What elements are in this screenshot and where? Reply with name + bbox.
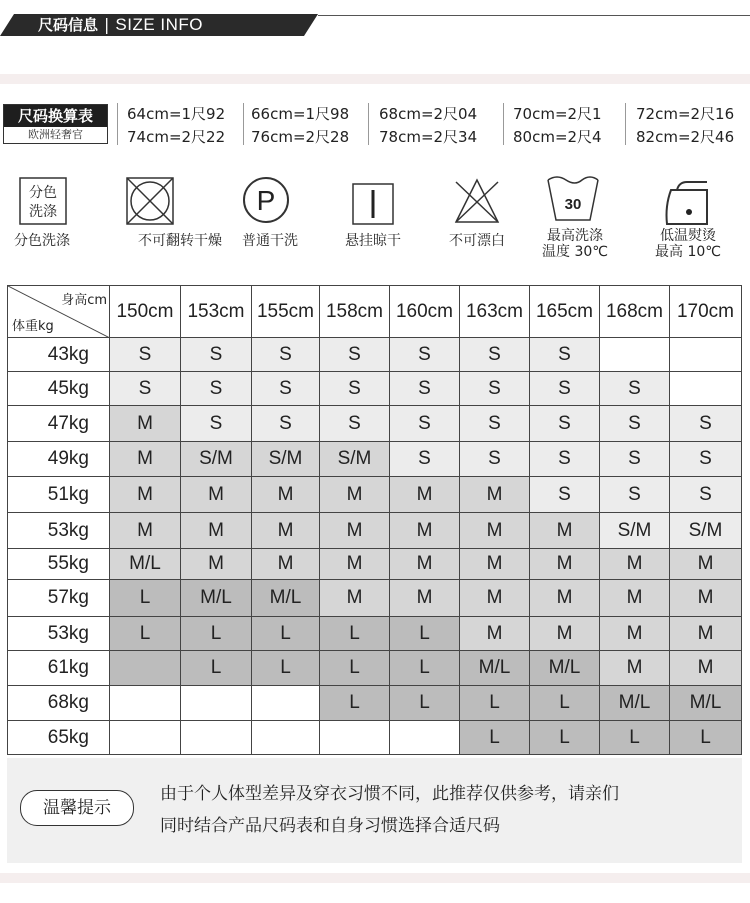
conversion-subtitle: 欧洲轻奢官 — [28, 128, 83, 141]
conversion-separator — [503, 103, 504, 145]
size-cell: M — [110, 442, 181, 477]
size-cell: S — [670, 477, 742, 513]
size-cell: S — [320, 338, 390, 372]
weight-label: 53kg — [8, 617, 110, 651]
table-header-row — [8, 286, 742, 338]
size-cell: M — [252, 477, 320, 513]
size-cell: S — [600, 477, 670, 513]
weight-label: 43kg — [8, 338, 110, 372]
care-label-line1: 最高洗涤 — [547, 228, 603, 244]
care-item — [520, 170, 630, 265]
size-cell: M — [600, 580, 670, 617]
size-cell: M — [320, 477, 390, 513]
header-separator: | — [104, 15, 110, 34]
size-cell: M — [390, 477, 460, 513]
table-row — [8, 406, 742, 442]
size-cell: M — [320, 549, 390, 580]
size-cell: S — [670, 442, 742, 477]
table-row — [8, 513, 742, 549]
conversion-separator — [243, 103, 244, 145]
conversion-separator — [368, 103, 369, 145]
conversion-separator — [625, 103, 626, 145]
conversion-cell: 74cm=2尺22 — [127, 128, 226, 146]
tip-line-1: 由于个人体型差异及穿衣习惯不同，此推荐仅供参考，请亲们 — [160, 784, 619, 804]
tip-line-2: 同时结合产品尺码表和自身习惯选择合适尺码 — [160, 816, 500, 836]
iron-low-icon — [635, 170, 745, 230]
care-label-line2: 最高 10℃ — [655, 244, 721, 260]
size-cell: S — [110, 372, 181, 406]
conversion-cell: 70cm=2尺1 — [513, 105, 602, 123]
size-cell: M/L — [181, 580, 252, 617]
conversion-title: 尺码换算表 — [4, 105, 107, 127]
size-cell: S — [390, 406, 460, 442]
size-cell: M — [600, 549, 670, 580]
size-cell: M — [530, 549, 600, 580]
care-item — [230, 170, 340, 265]
care-item — [0, 170, 110, 265]
header-title-cn: 尺码信息 — [38, 16, 99, 34]
size-recommendation-table — [7, 285, 742, 755]
size-cell — [181, 721, 252, 755]
weight-label: 47kg — [8, 406, 110, 442]
size-cell: L — [390, 686, 460, 721]
size-cell — [670, 372, 742, 406]
table-row — [8, 686, 742, 721]
size-cell: S — [181, 372, 252, 406]
svg-text:洗涤: 洗涤 — [29, 204, 57, 220]
size-cell: M — [390, 580, 460, 617]
size-cell: S — [670, 406, 742, 442]
size-cell: S/M — [252, 442, 320, 477]
size-cell: M — [390, 549, 460, 580]
size-cell: L — [181, 617, 252, 651]
size-cell — [252, 721, 320, 755]
size-cell: S — [460, 338, 530, 372]
size-cell: M — [110, 513, 181, 549]
size-cell — [110, 686, 181, 721]
size-cell: L — [460, 686, 530, 721]
size-cell: S — [460, 406, 530, 442]
size-cell: L — [110, 580, 181, 617]
size-cell: M — [110, 477, 181, 513]
size-cell: S/M — [181, 442, 252, 477]
size-cell: S — [390, 338, 460, 372]
size-cell: M/L — [460, 651, 530, 686]
size-cell — [181, 686, 252, 721]
table-row — [8, 442, 742, 477]
wash-30-icon — [520, 170, 630, 230]
conversion-cell: 64cm=1尺92 — [127, 105, 226, 123]
weight-label: 53kg — [8, 513, 110, 549]
height-header: 170cm — [670, 286, 742, 338]
size-cell: S — [390, 442, 460, 477]
size-cell: S — [181, 406, 252, 442]
size-cell: M — [320, 580, 390, 617]
weight-axis-label: 体重kg — [12, 319, 54, 334]
weight-label: 55kg — [8, 549, 110, 580]
size-cell: S — [600, 406, 670, 442]
size-cell: S — [390, 372, 460, 406]
dry-clean-p-icon — [230, 170, 340, 230]
weight-label: 68kg — [8, 686, 110, 721]
svg-text:分色: 分色 — [29, 185, 57, 201]
care-item — [335, 170, 445, 265]
height-header: 155cm — [252, 286, 320, 338]
care-label — [633, 228, 743, 260]
weight-label: 65kg — [8, 721, 110, 755]
weight-label: 49kg — [8, 442, 110, 477]
size-cell: L — [252, 617, 320, 651]
size-cell: S — [320, 372, 390, 406]
care-label: 不可漂白 — [449, 233, 505, 249]
size-cell: S — [600, 372, 670, 406]
height-header: 150cm — [110, 286, 181, 338]
size-cell: L — [110, 617, 181, 651]
size-cell: M — [670, 651, 742, 686]
size-cell: M — [460, 513, 530, 549]
table-row — [8, 338, 742, 372]
size-cell: L — [181, 651, 252, 686]
size-cell: S — [530, 372, 600, 406]
conversion-cell: 76cm=2尺28 — [251, 128, 350, 146]
size-cell: S — [252, 338, 320, 372]
size-cell: M — [670, 617, 742, 651]
table-corner-cell — [8, 286, 110, 338]
size-cell: M — [530, 617, 600, 651]
weight-label: 61kg — [8, 651, 110, 686]
size-cell: S — [530, 338, 600, 372]
size-cell: M — [320, 513, 390, 549]
care-label — [520, 228, 630, 260]
table-row — [8, 549, 742, 580]
size-cell: L — [670, 721, 742, 755]
size-cell — [320, 721, 390, 755]
header-title — [38, 15, 203, 35]
size-cell: M — [252, 513, 320, 549]
size-cell: M/L — [600, 686, 670, 721]
size-cell: M/L — [110, 549, 181, 580]
care-label: 分色洗涤 — [14, 233, 70, 249]
size-cell: M — [460, 617, 530, 651]
size-cell: L — [390, 651, 460, 686]
care-item — [110, 170, 220, 265]
size-cell: M — [530, 513, 600, 549]
table-row — [8, 617, 742, 651]
size-cell: M — [181, 549, 252, 580]
weight-label: 57kg — [8, 580, 110, 617]
size-cell: M — [670, 580, 742, 617]
table-row — [8, 721, 742, 755]
section-header — [0, 14, 318, 36]
size-cell: L — [530, 721, 600, 755]
table-row — [8, 651, 742, 686]
size-cell: M — [252, 549, 320, 580]
size-cell — [110, 721, 181, 755]
size-cell: L — [320, 686, 390, 721]
hand-wash-separate-icon — [0, 170, 110, 230]
svg-text:P: P — [256, 185, 276, 216]
weight-label: 51kg — [8, 477, 110, 513]
size-cell: S — [530, 477, 600, 513]
size-cell — [110, 651, 181, 686]
height-header: 153cm — [181, 286, 252, 338]
header-title-en: SIZE INFO — [115, 15, 204, 34]
care-item — [635, 170, 745, 265]
conversion-separator — [117, 103, 118, 145]
size-cell: L — [530, 686, 600, 721]
header-rule — [318, 15, 750, 16]
size-cell: S — [600, 442, 670, 477]
conversion-cell: 82cm=2尺46 — [636, 128, 735, 146]
size-cell — [252, 686, 320, 721]
size-cell: M — [110, 406, 181, 442]
bottom-band — [0, 873, 750, 883]
size-cell: M — [460, 477, 530, 513]
svg-text:30: 30 — [564, 196, 582, 213]
height-header: 160cm — [390, 286, 460, 338]
size-cell: L — [390, 617, 460, 651]
size-cell: S — [320, 406, 390, 442]
size-cell: S — [252, 372, 320, 406]
size-cell — [390, 721, 460, 755]
care-label: 悬挂晾干 — [345, 233, 401, 249]
size-cell — [600, 338, 670, 372]
care-label-line2: 温度 30℃ — [542, 244, 608, 260]
size-cell: M — [460, 549, 530, 580]
size-cell: S — [460, 372, 530, 406]
size-cell: S — [460, 442, 530, 477]
conversion-label-box — [3, 104, 108, 144]
size-cell: S/M — [320, 442, 390, 477]
line-dry-icon — [335, 170, 445, 230]
table-row — [8, 580, 742, 617]
size-cell: L — [320, 651, 390, 686]
height-header: 163cm — [460, 286, 530, 338]
size-cell: M — [530, 580, 600, 617]
size-cell: L — [320, 617, 390, 651]
size-cell: S — [252, 406, 320, 442]
height-axis-label: 身高cm — [61, 293, 107, 308]
size-cell: S — [110, 338, 181, 372]
size-cell: M/L — [670, 686, 742, 721]
size-cell: S — [530, 406, 600, 442]
size-cell: M/L — [530, 651, 600, 686]
size-cell: L — [600, 721, 670, 755]
care-label-line1: 低温熨烫 — [660, 228, 716, 244]
care-label: 不可翻转干燥 — [138, 233, 222, 249]
tip-text — [160, 778, 740, 842]
size-cell: S — [181, 338, 252, 372]
table-row — [8, 477, 742, 513]
size-cell: M — [181, 513, 252, 549]
height-header: 165cm — [530, 286, 600, 338]
size-cell: M — [390, 513, 460, 549]
conversion-cell: 66cm=1尺98 — [251, 105, 350, 123]
size-cell: M — [460, 580, 530, 617]
size-cell: L — [252, 651, 320, 686]
size-cell: L — [460, 721, 530, 755]
size-cell — [670, 338, 742, 372]
size-cell: M — [600, 651, 670, 686]
size-cell: S/M — [670, 513, 742, 549]
height-header: 168cm — [600, 286, 670, 338]
size-cell: S — [530, 442, 600, 477]
size-cell: M — [181, 477, 252, 513]
no-tumble-dry-icon — [110, 170, 220, 230]
height-header: 158cm — [320, 286, 390, 338]
weight-label: 45kg — [8, 372, 110, 406]
conversion-cell: 80cm=2尺4 — [513, 128, 602, 146]
size-cell: M — [600, 617, 670, 651]
tip-badge: 温馨提示 — [20, 790, 134, 826]
care-label: 普通干洗 — [242, 233, 298, 249]
divider-band — [0, 74, 750, 84]
size-cell: S/M — [600, 513, 670, 549]
table-row — [8, 372, 742, 406]
conversion-cell: 68cm=2尺04 — [379, 105, 478, 123]
conversion-cell: 78cm=2尺34 — [379, 128, 478, 146]
size-cell: M/L — [252, 580, 320, 617]
size-cell: M — [670, 549, 742, 580]
conversion-cell: 72cm=2尺16 — [636, 105, 735, 123]
